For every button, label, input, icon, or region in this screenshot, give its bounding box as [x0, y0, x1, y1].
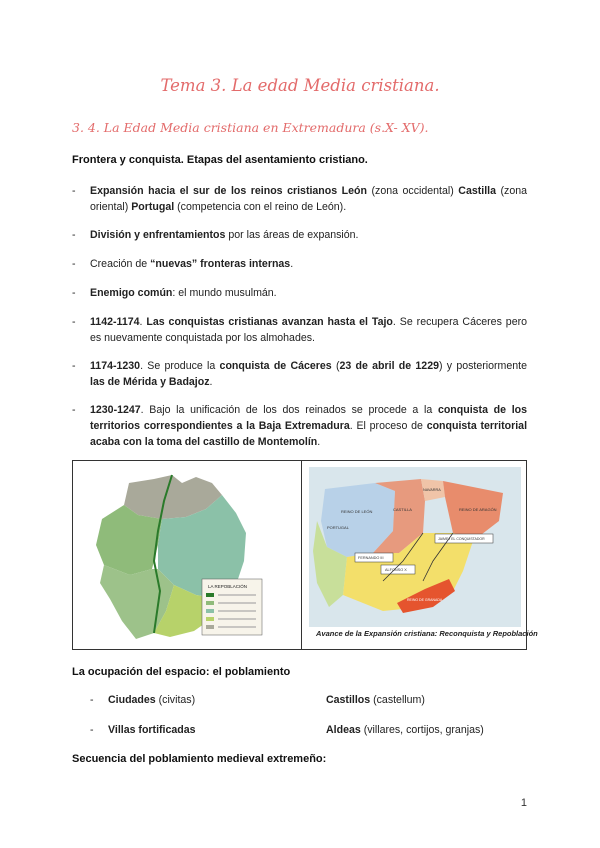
legend-swatch	[206, 601, 214, 605]
poblamiento-text: (civitas)	[155, 694, 196, 706]
bullet-text: . Se produce la	[140, 360, 220, 372]
label-granada: REINO DE GRANADA	[407, 598, 443, 602]
poblamiento-bold: Aldeas	[326, 724, 361, 736]
bullet-enemigo	[72, 285, 527, 301]
poblamiento-aldeas	[326, 724, 484, 736]
section-heading-poblamiento: La ocupación del espacio: el poblamiento	[72, 666, 291, 678]
bullet-bold: las de Mérida y Badajoz	[90, 376, 210, 388]
legend-swatch	[206, 593, 214, 597]
bullet-bold: conquista de los territorios correspondientes a la Baja Extremadura	[90, 404, 527, 432]
bullet-1142	[72, 314, 528, 346]
label-aragon: REINO DE ARAGÓN	[459, 507, 497, 512]
bullet-bold: conquista de Cáceres	[219, 360, 332, 372]
bullet-text: . Bajo la unificación de los dos reinados se procede a la	[140, 404, 438, 416]
bullet-text: (zona oriental)	[90, 185, 528, 213]
bullet-text: por las áreas de expansión.	[225, 229, 359, 241]
extremadura-map	[74, 461, 300, 649]
label-alfonso: ALFONSO X	[385, 568, 407, 572]
poblamiento-bold: Ciudades	[108, 694, 156, 706]
bullet-dash: -	[90, 694, 94, 706]
iberia-map	[303, 461, 527, 649]
bullet-dash: -	[72, 287, 76, 299]
bullet-bold: Las conquistas cristianas avanzan hasta el Tajo	[146, 316, 393, 328]
legend-swatch	[206, 609, 214, 613]
bullet-division	[72, 227, 527, 243]
maps-figure	[72, 460, 527, 650]
bullet-1230	[72, 402, 528, 450]
bullet-text: (competencia con el reino de León).	[174, 201, 347, 213]
section-heading-frontera: Frontera y conquista. Etapas del asentamiento cristiano.	[72, 154, 368, 166]
bullet-dash: -	[72, 229, 76, 241]
bullet-dash: -	[72, 360, 76, 372]
poblamiento-bold: Villas fortificadas	[108, 724, 196, 736]
page-number: 1	[520, 797, 527, 809]
bullet-dash: -	[72, 404, 76, 416]
label-leon: REINO DE LEÓN	[341, 509, 373, 514]
bullet-text: .	[139, 316, 147, 328]
label-navarra: NAVARRA	[423, 488, 441, 492]
poblamiento-text: (castellum)	[370, 694, 425, 706]
bullet-bold: “nuevas” fronteras internas	[150, 258, 291, 270]
bullet-text: Creación de	[90, 258, 151, 270]
label-jaime: JAIME I EL CONQUISTADOR	[438, 537, 485, 541]
poblamiento-castillos	[326, 694, 425, 706]
legend-swatch	[206, 617, 214, 621]
map-legend-title: LA REPOBLACIÓN	[208, 584, 248, 589]
page-title: Tema 3. La edad Media cristiana.	[160, 76, 440, 95]
bullet-bold: Enemigo común	[90, 287, 173, 299]
bullet-text: .	[209, 376, 213, 388]
bullet-bold: División y enfrentamientos	[90, 229, 226, 241]
bullet-text: .	[290, 258, 294, 270]
poblamiento-ciudades	[90, 694, 196, 706]
bullet-bold: 1230-1247	[90, 404, 141, 416]
bullet-dash: -	[72, 258, 76, 270]
bullet-bold: conquista territorial acaba con la toma del castillo de Montemolín	[90, 420, 528, 448]
bullet-dash: -	[72, 185, 76, 197]
bullet-dash: -	[72, 316, 76, 328]
bullet-text: .	[317, 436, 321, 448]
bullet-bold: 23 de abril de 1229	[339, 360, 439, 372]
legend-swatch	[206, 625, 214, 629]
bullet-bold: Castilla	[458, 185, 496, 197]
section-heading-secuencia: Secuencia del poblamiento medieval extremeño:	[72, 753, 327, 765]
figure-divider	[301, 461, 302, 649]
bullet-dash: -	[90, 724, 94, 736]
bullet-fronteras	[72, 256, 527, 272]
section-subtitle: 3. 4. La Edad Media cristiana en Extremadura (s.X- XV).	[72, 120, 429, 135]
bullet-bold: Portugal	[131, 201, 175, 213]
label-fernando: FERNANDO III	[358, 556, 384, 560]
bullet-text: ) y posteriormente	[439, 360, 528, 372]
bullet-bold: Expansión hacia el sur de los reinos cristianos León	[90, 185, 367, 197]
bullet-1174	[72, 358, 528, 390]
bullet-bold: 1142-1174	[90, 316, 140, 328]
bullet-bold: 1174-1230	[90, 360, 141, 372]
poblamiento-villas	[90, 724, 196, 736]
bullet-text: . El proceso de	[349, 420, 427, 432]
map-caption: Avance de la Expansión cristiana: Reconquista y Repoblación	[316, 629, 538, 638]
bullet-expansion	[72, 183, 528, 215]
bullet-text: . Se recupera Cáceres pero es nuevamente conquistada por los almohades.	[90, 316, 528, 344]
bullet-text: : el mundo musulmán.	[172, 287, 277, 299]
poblamiento-text: (villares, cortijos, granjas)	[360, 724, 484, 736]
label-portugal: PORTUGAL	[327, 525, 349, 530]
bullet-text: (zona occidental)	[366, 185, 459, 197]
poblamiento-bold: Castillos	[326, 694, 371, 706]
label-castilla: CASTILLA	[393, 507, 412, 512]
bullet-text: (	[331, 360, 340, 372]
